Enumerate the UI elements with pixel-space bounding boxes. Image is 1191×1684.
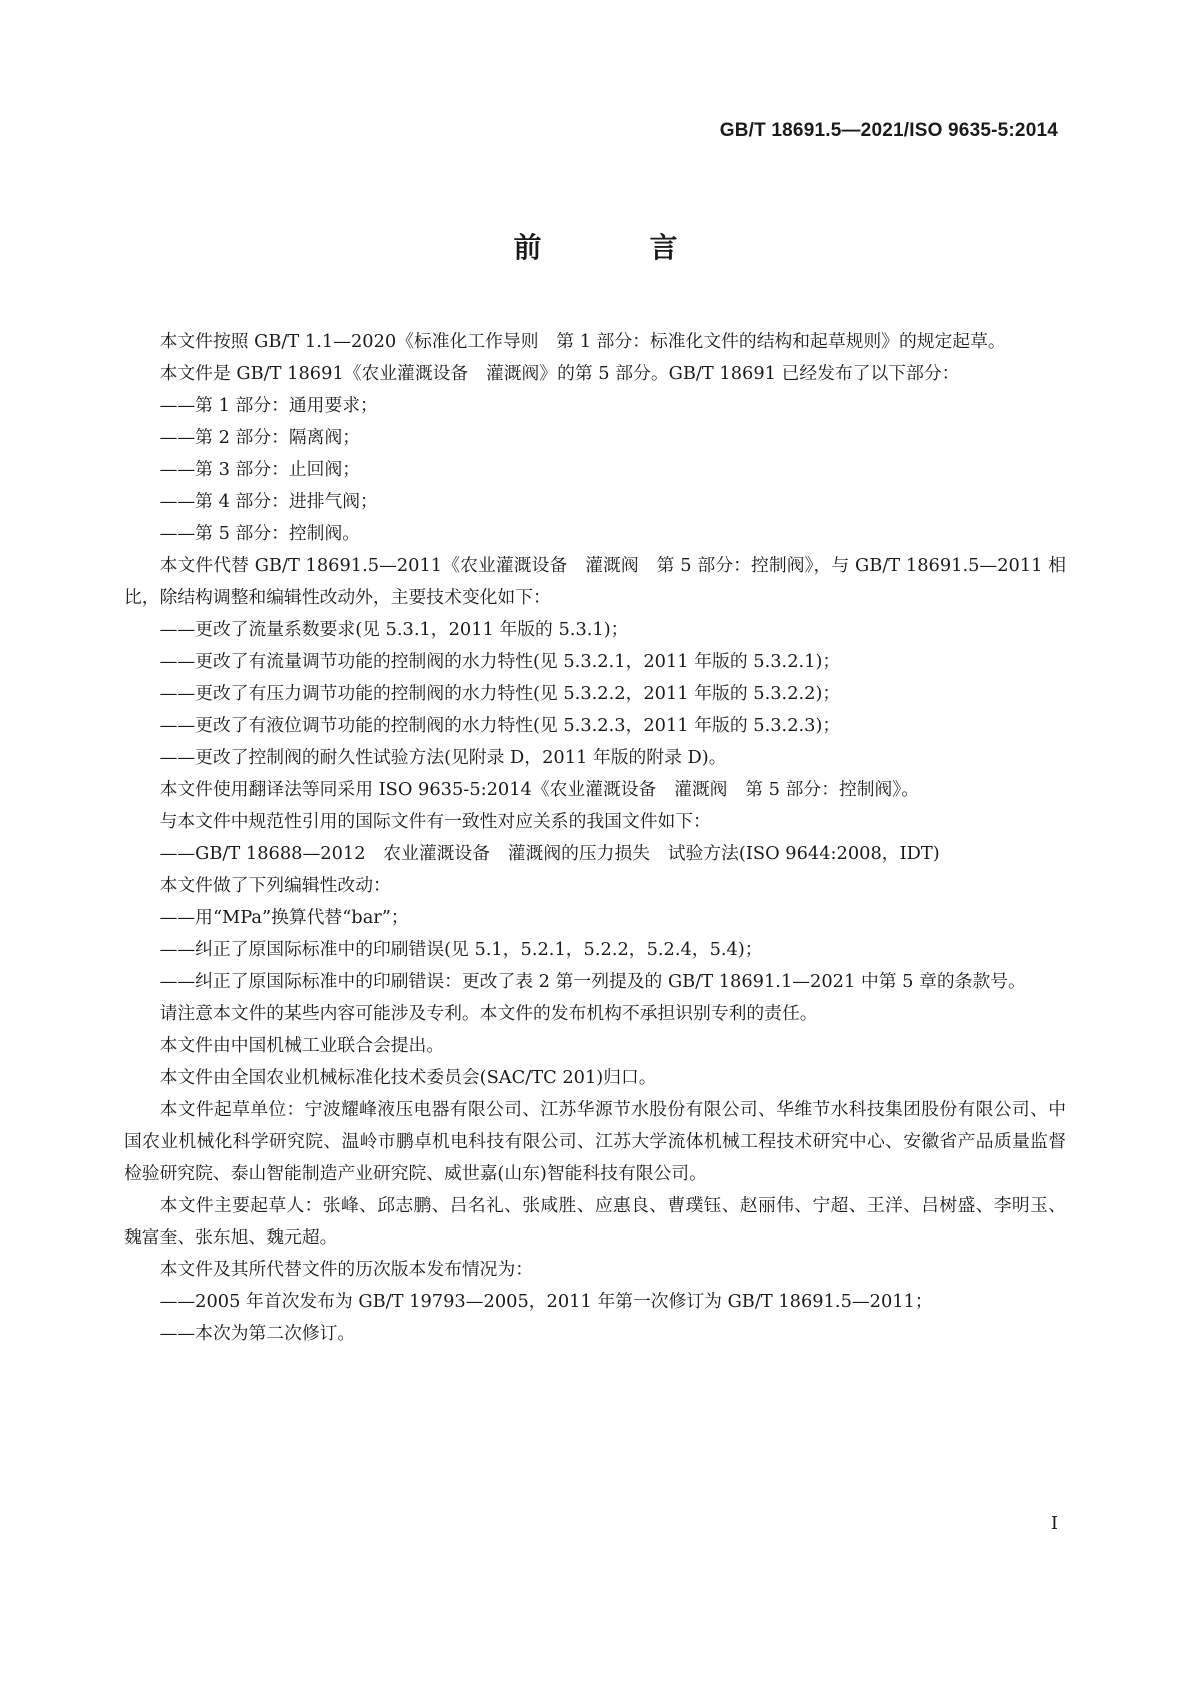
list-item: ——GB/T 18688—2012 农业灌溉设备 灌溉阀的压力损失 试验方法(ISO 9644:2008，IDT) (159, 843, 940, 864)
paragraph: 本文件由全国农业机械标准化技术委员会(SAC/TC 201)归口。 (159, 1067, 657, 1088)
page-number: I (1050, 1513, 1058, 1534)
standard-number: GB/T 18691.5—2021/ISO 9635-5:2014 (719, 120, 1058, 141)
paragraph: 本文件代替 GB/T 18691.5—2011《农业灌溉设备 灌溉阀 第 5 部分：控制阀》，与 GB/T 18691.5—2011 相比，除结构调整和编辑性改动外，主要技术变化如下： (124, 555, 1066, 608)
list-item: ——更改了流量系数要求(见 5.3.1，2011 年版的 5.3.1)； (159, 619, 629, 640)
list-item: ——用“MPa”换算代替“bar”； (159, 907, 409, 928)
list-item: ——第 5 部分：控制阀。 (159, 523, 361, 544)
page-title: 前 言 (513, 231, 718, 264)
document-body (124, 326, 1066, 1350)
list-item: ——本次为第二次修订。 (159, 1323, 356, 1344)
paragraph: 本文件主要起草人：张峰、邱志鹏、吕名礼、张咸胜、应惠良、曹璞钰、赵丽伟、宁超、王洋、吕树盛、李明玉、魏富奎、张东旭、魏元超。 (124, 1195, 1066, 1248)
paragraph: 本文件及其所代替文件的历次版本发布情况为： (159, 1259, 534, 1280)
paragraph: 与本文件中规范性引用的国际文件有一致性对应关系的我国文件如下： (159, 811, 711, 832)
list-item: ——纠正了原国际标准中的印刷错误：更改了表 2 第一列提及的 GB/T 18691.1—2021 中第 5 章的条款号。 (159, 971, 1026, 992)
paragraph: 本文件是 GB/T 18691《农业灌溉设备 灌溉阀》的第 5 部分。GB/T 18691 已经发布了以下部分： (159, 363, 960, 384)
list-item: ——第 1 部分：通用要求； (159, 395, 378, 416)
paragraph: 本文件由中国机械工业联合会提出。 (159, 1035, 445, 1056)
paragraph: 本文件按照 GB/T 1.1—2020《标准化工作导则 第 1 部分：标准化文件的结构和起草规则》的规定起草。 (159, 331, 1006, 352)
list-item: ——2005 年首次发布为 GB/T 19793—2005，2011 年第一次修订为 GB/T 18691.5—2011； (159, 1291, 933, 1312)
list-item: ——更改了控制阀的耐久性试验方法(见附录 D，2011 年版的附录 D)。 (159, 747, 727, 768)
list-item: ——纠正了原国际标准中的印刷错误(见 5.1，5.2.1，5.2.2，5.2.4，5.4)； (159, 939, 763, 960)
paragraph: 本文件做了下列编辑性改动： (159, 875, 391, 896)
paragraph: 本文件起草单位：宁波耀峰液压电器有限公司、江苏华源节水股份有限公司、华维节水科技集团股份有限公司、中国农业机械化科学研究院、温岭市鹏卓机电科技有限公司、江苏大学流体机械工程技术研究中心、安徽省产品质量监督检验研究院、泰山智能制造产业研究院、威世嘉(山东)智能科技有限公司。 (124, 1099, 1066, 1184)
paragraph: 本文件使用翻译法等同采用 ISO 9635-5:2014《农业灌溉设备 灌溉阀 第 5 部分：控制阀》。 (159, 779, 920, 800)
list-item: ——第 3 部分：止回阀； (159, 459, 361, 480)
list-item: ——更改了有流量调节功能的控制阀的水力特性(见 5.3.2.1，2011 年版的 5.3.2.1)； (159, 651, 841, 672)
list-item: ——更改了有压力调节功能的控制阀的水力特性(见 5.3.2.2，2011 年版的 5.3.2.2)； (159, 683, 841, 704)
list-item: ——第 4 部分：进排气阀； (159, 491, 378, 512)
paragraph: 请注意本文件的某些内容可能涉及专利。本文件的发布机构不承担识别专利的责任。 (159, 1003, 818, 1024)
list-item: ——第 2 部分：隔离阀； (159, 427, 361, 448)
list-item: ——更改了有液位调节功能的控制阀的水力特性(见 5.3.2.3，2011 年版的 5.3.2.3)； (159, 715, 841, 736)
